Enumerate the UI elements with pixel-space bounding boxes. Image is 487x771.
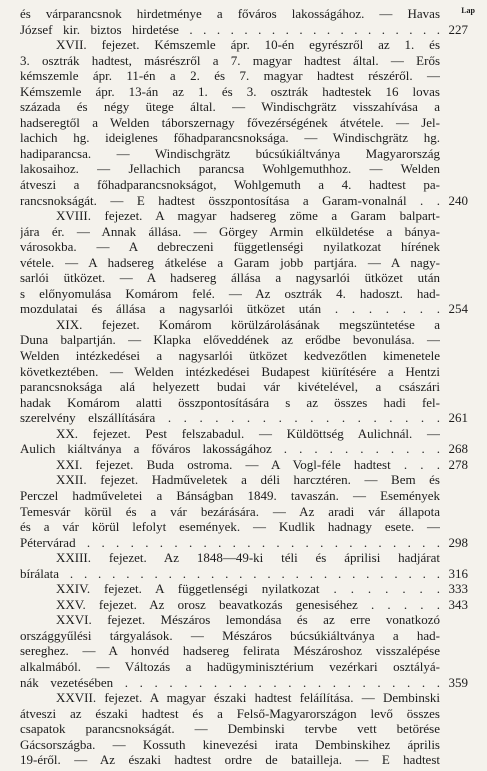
page-number: 333 — [448, 581, 468, 597]
toc-line: Perczel hadműveletei a Bánságban 1849. tavaszán. — Események — [20, 487, 440, 503]
toc-line: csapatok parancsnokságát. — Dembinski tervbe vett betörése — [20, 721, 440, 737]
toc-line: Welden intézkedései a nagysarlói ütközet kedvezőtlen kimenetele — [20, 348, 440, 364]
table-of-contents — [20, 6, 440, 768]
toc-line: XXIII. fejezet. Az 1848—49-ki téli és áprilisi hadjárat — [56, 550, 440, 566]
toc-line: sereghez. — A honvéd hadsereg felirata Mészároshoz visszalépése — [20, 643, 440, 659]
toc-line: mozdulatai és állása a nagysarlói ütközet után . . . . . . . — [20, 301, 440, 317]
toc-line: Aulich kiáltványa a főváros lakosságához . . . . . . . . . . . — [20, 441, 440, 457]
toc-line: XVIII. fejezet. A magyar hadsereg zöme a Garam balpart- — [56, 208, 440, 224]
page-number: 359 — [448, 674, 468, 690]
toc-line: XXII. fejezet. Hadműveletek a déli harcztéren. — Bem és — [56, 472, 440, 488]
toc-line: XVII. fejezet. Kémszemle ápr. 10-én egyrészről az 1. és — [56, 37, 440, 53]
toc-line: nák vezetésében . . . . . . . . . . . . . . . . . . . . . . — [20, 674, 440, 690]
toc-line: százada és négy ütege által. — Windischgrätz visszahívása a — [20, 99, 440, 115]
toc-line: lakosaihoz. — Jellachich parancsa Wohlgemuthhoz. — Welden — [20, 161, 440, 177]
page-number: 254 — [448, 301, 468, 317]
toc-line: sarlói ütközet. — A hadsereg állása a nagysarlói ütközet után — [20, 270, 440, 286]
toc-line: hadseregtől a Welden táborszernagy fővezérségének átvétele. — Jel- — [20, 114, 440, 130]
page-number: 268 — [448, 441, 468, 457]
toc-line: átveszi a főhadparancsnokságot, Wohlgemuth a 4. hadtest pa- — [20, 177, 440, 193]
page-number: 227 — [448, 21, 468, 37]
toc-line: hadiparancsa. — Windischgrätz búcsúkiáltványa Magyarország — [20, 145, 440, 161]
toc-line: József kir. biztos hirdetése . . . . . . . . . . . . . . . . . . . — [20, 21, 440, 37]
page-number: 240 — [448, 192, 468, 208]
toc-line: kémszemle ápr. 11-én a 2. és 7. magyar hadtest részéről. — — [20, 68, 440, 84]
toc-line: jára ér. — Annak állása. — Görgey Armin elküldetése a bánya- — [20, 223, 440, 239]
toc-line: 19-éről. — Az északi hadtest ordre de batailleja. — E hadtest — [20, 752, 440, 768]
toc-line: bírálata . . . . . . . . . . . . . . . . . . . . . . . . . . . — [20, 565, 440, 581]
toc-line: XXIV. fejezet. A függetlenségi nyilatkozat . . . . . . . — [56, 581, 440, 597]
page-number: 343 — [448, 596, 468, 612]
toc-line: hadak Komárom alatti összpontosítására s az összes hadi fel- — [20, 394, 440, 410]
toc-line: XX. fejezet. Pest felszabadul. — Küldöttség Aulichnál. — — [56, 425, 440, 441]
page-number: 298 — [448, 534, 468, 550]
toc-line: rancsnokságát. — E hadtest összpontosítása a Garam-vonalnál . . — [20, 192, 440, 208]
toc-line: következtében. — Welden intézkedései Budapest kiürítésére a Hentzi — [20, 363, 440, 379]
toc-line: országgyűlési tárgyalások. — Mészáros búcsúkiáltványa a had- — [20, 627, 440, 643]
toc-line: parancsnoksága alá helyezett budai vár kivételével, a császári — [20, 379, 440, 395]
toc-line: Kémszemle ápr. 13-án az 1. és 3. osztrák hadtestek 16 lovas — [20, 83, 440, 99]
toc-line: alkalmából. — Változás a hadügyminisztérium vezérkari osztályá- — [20, 658, 440, 674]
toc-line: XIX. fejezet. Komárom körülzárolásának megszüntetése a — [56, 316, 440, 332]
toc-line: és a vár körül lefolyt események. — Kudlik hadnagy esete. — — [20, 519, 440, 535]
toc-line: 3. osztrák hadtest, másrészről a 7. magyar hadtest által. — Erős — [20, 52, 440, 68]
toc-line: lachich hg. ideiglenes főhadparancsnoksága. — Windischgrätz hg. — [20, 130, 440, 146]
toc-line: városokba. — A debreczeni függetlenségi nyilatkozat hírének — [20, 239, 440, 255]
toc-line: és várparancsnok hirdetménye a főváros lakosságához. — Havas — [20, 6, 440, 21]
toc-line: átveszi az északi hadtest és a Felső-Magyarországon levő összes — [20, 705, 440, 721]
toc-line: vétele. — A hadsereg átkelése a Garam jobb partjára. — A nagy- — [20, 254, 440, 270]
toc-line: Gácsországba. — Kossuth kinevezési irata Dembinskihez április — [20, 736, 440, 752]
toc-line: XXVI. fejezet. Mészáros lemondása és az erre vonatkozó — [56, 612, 440, 628]
page-column-header: Lap — [461, 6, 475, 15]
toc-line: s előnyomulása Komárom felé. — Az osztrák 4. hadoszt. had- — [20, 285, 440, 301]
toc-line: Pétervárad . . . . . . . . . . . . . . . . . . . . . . . . . — [20, 534, 440, 550]
page-number: 261 — [448, 410, 468, 426]
toc-line: Duna balpartján. — Klapka előveddének az erődbe bevonulása. — — [20, 332, 440, 348]
toc-line: Temesvár körül és a vár bezárására. — Az aradi vár állapota — [20, 503, 440, 519]
page-number: 316 — [448, 565, 468, 581]
toc-line: XXV. fejezet. Az orosz beavatkozás genesiséhez . . . . . — [56, 596, 440, 612]
toc-line: XXVII. fejezet. A magyar északi hadtest feláílítása. — Dembinski — [56, 690, 440, 706]
page-number: 278 — [448, 456, 468, 472]
toc-line: szerelvény elszállítására . . . . . . . . . . . . . . . . . . — [20, 410, 440, 426]
toc-line: XXI. fejezet. Buda ostroma. — A Vogl-féle hadtest . . . — [56, 456, 440, 472]
